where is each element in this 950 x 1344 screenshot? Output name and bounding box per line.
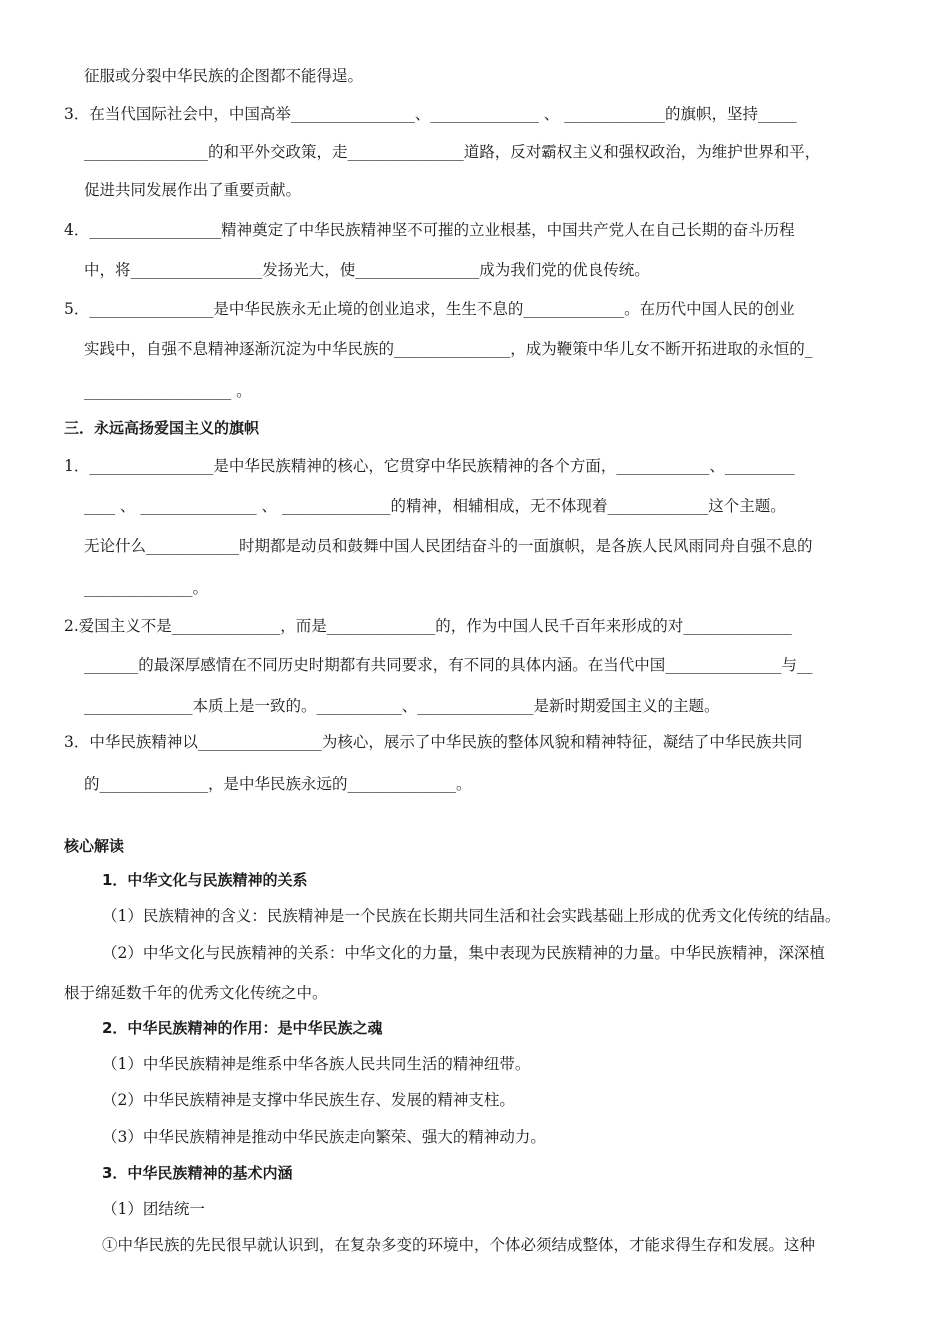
section-heading: 2．中华民族精神的作用：是中华民族之魂 [102, 1019, 383, 1037]
text-line: 促进共同发展作出了重要贡献。 [84, 181, 302, 199]
text-line: 实践中，自强不息精神逐渐沉淀为中华民族的_______________，成为鞭策中华儿女不断开拓进取的永恒的_ [84, 340, 813, 358]
text-line: ______________。 [84, 579, 209, 597]
text-line: 1．________________是中华民族精神的核心，它贯穿中华民族精神的各个方面，____________、_________ [64, 457, 795, 475]
section-heading: 1．中华文化与民族精神的关系 [102, 871, 308, 889]
text-line: 根于绵延数千年的优秀文化传统之中。 [64, 984, 328, 1002]
section-heading: 三．永远高扬爱国主义的旗帜 [64, 419, 260, 437]
text-line: _______的最深厚感情在不同历史时期都有共同要求，有不同的具体内涵。在当代中国_______________与__ [84, 656, 813, 674]
text-line: ________________的和平外交政策，走_______________道路，反对霸权主义和强权政治，为维护世界和平， [84, 143, 821, 161]
text-line: （2）中华民族精神是支撑中华民族生存、发展的精神支柱。 [102, 1091, 515, 1109]
text-line: ______________本质上是一致的。___________、_______________是新时期爱国主义的主题。 [84, 697, 720, 715]
text-line: 4．_________________精神奠定了中华民族精神坚不可摧的立业根基，中国共产党人在自己长期的奋斗历程 [64, 221, 795, 239]
section-heading: 3．中华民族精神的基术内涵 [102, 1164, 293, 1182]
text-line: （1）民族精神的含义：民族精神是一个民族在长期共同生活和社会实践基础上形成的优秀文化传统的结晶。 [102, 907, 841, 925]
text-line: 5．________________是中华民族永无止境的创业追求，生生不息的_____________。在历代中国人民的创业 [64, 300, 795, 318]
text-line: 2.爱国主义不是______________，而是______________的，作为中国人民千百年来形成的对______________ [64, 617, 792, 635]
text-line: 3．中华民族精神以________________为核心，展示了中华民族的整体风貌和精神特征，凝结了中华民族共同 [64, 733, 803, 751]
text-line: 的______________，是中华民族永远的______________。 [84, 775, 472, 793]
text-line: （1）团结统一 [102, 1200, 205, 1218]
text-line: ___________________ 。 [84, 382, 252, 400]
text-line: （3）中华民族精神是推动中华民族走向繁荣、强大的精神动力。 [102, 1128, 546, 1146]
text-line: 征服或分裂中华民族的企图都不能得逞。 [84, 67, 364, 85]
text-line: 3．在当代国际社会中，中国高举________________、______________ 、 _____________的旗帜，坚持_____ [64, 105, 797, 123]
text-line: 无论什么____________时期都是动员和鼓舞中国人民团结奋斗的一面旗帜，是各族人民风雨同舟自强不息的 [84, 537, 813, 555]
text-line: 中，将_________________发扬光大，使________________成为我们党的优良传统。 [84, 261, 650, 279]
text-line: ①中华民族的先民很早就认识到，在复杂多变的环境中，个体必须结成整体，才能求得生存和发展。这种 [102, 1236, 816, 1254]
text-line: （1）中华民族精神是维系中华各族人民共同生活的精神纽带。 [102, 1055, 531, 1073]
section-heading: 核心解读 [64, 837, 125, 855]
text-line: ____ 、 _______________ 、 ______________的精神，相辅相成，无不体现着_____________这个主题。 [84, 497, 786, 515]
text-line: （2）中华文化与民族精神的关系：中华文化的力量，集中表现为民族精神的力量。中华民族精神，深深植 [102, 944, 825, 962]
